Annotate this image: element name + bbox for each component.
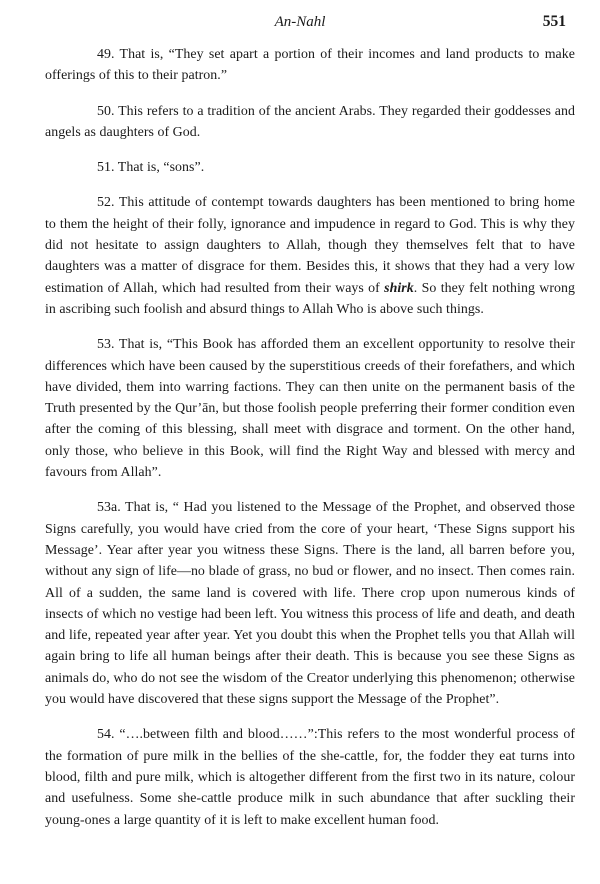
note-text: 51. That is, “sons”. xyxy=(97,160,205,176)
note-text: 53. That is, “This Book has afforded them an excellent opportunity to resolve their differences which have been caused by the superstitious creeds of their forefathers, and which have divided, them into warring factions. They can then unite on the permanent basis of the Truth presented by the Qur’ān, but those foolish people preferring their former condition even after the coming of this blessing, shall meet with disgrace and torment. On the other hand, only those, who believe in this Book, will find the Right Way and blessed with mercy and favours from Allah”. xyxy=(45,337,575,481)
notes-body xyxy=(45,40,575,845)
emphasized-term: shirk xyxy=(384,280,414,296)
footnote-paragraph xyxy=(45,724,575,830)
note-text: 50. This refers to a tradition of the ancient Arabs. They regarded their goddesses and angels as daughters of God. xyxy=(45,103,575,140)
note-text: 53a. That is, “ Had you listened to the Message of the Prophet, and observed those Signs carefully, you would have cried from the core of your heart, ‘These Signs support his Message’. Year after year you witness these Signs. There is the land, all barren before you, without any sign of life—no blade of grass, no bud or flower, and no insect. Then comes rain. All of a sudden, the same land is covered with life. There crop upon numerous kinds of insects of which no vestige had been left. You witness this process of life and death, and death and life, repeated year after year. Yet you doubt this when the Prophet tells you that Allah will again bring to life all human beings after their death. This is because you see these Signs as animals do, who do not see the wisdom of the Creator underlying this phenomenon; otherwise you would have discovered that these signs support the Message of the Prophet”. xyxy=(45,500,575,708)
footnote-paragraph xyxy=(45,44,575,87)
footnote-paragraph xyxy=(45,101,575,144)
note-text: 52. This attitude of contempt towards daughters has been mentioned to bring home to them the height of their folly, ignorance and impudence in regard to God. This is why they did not hesitate to assign daughters to Allah, though they themselves felt that to have daughters was a matter of disgrace for them. Besides this, it shows that they had a very low estimation of Allah, which had resulted from their ways of xyxy=(45,195,575,296)
footnote-paragraph xyxy=(45,334,575,483)
footnote-paragraph xyxy=(45,157,575,178)
footnote-paragraph xyxy=(45,192,575,320)
note-text: 54. “….between filth and blood……”:This refers to the most wonderful process of the formation of pure milk in the bellies of the she-cattle, for, the fodder they eat turns into blood, filth and pure milk, which is altogether different from the first two in its nature, colour and usefulness. Some she-cattle produce milk in such abundance that after suckling their young-ones a large quantity of it is left to make excellent human food. xyxy=(45,727,575,828)
note-text: . So they felt nothing wrong in ascribing such foolish and absurd things to Allah Who is above such things. xyxy=(45,280,575,317)
note-text: 49. That is, “They set apart a portion of their incomes and land products to make offerings of this to their patron.” xyxy=(45,47,575,84)
running-header xyxy=(0,10,600,34)
page-number: 551 xyxy=(542,13,566,30)
footnote-paragraph xyxy=(45,497,575,710)
chapter-title: An-Nahl xyxy=(274,14,326,30)
